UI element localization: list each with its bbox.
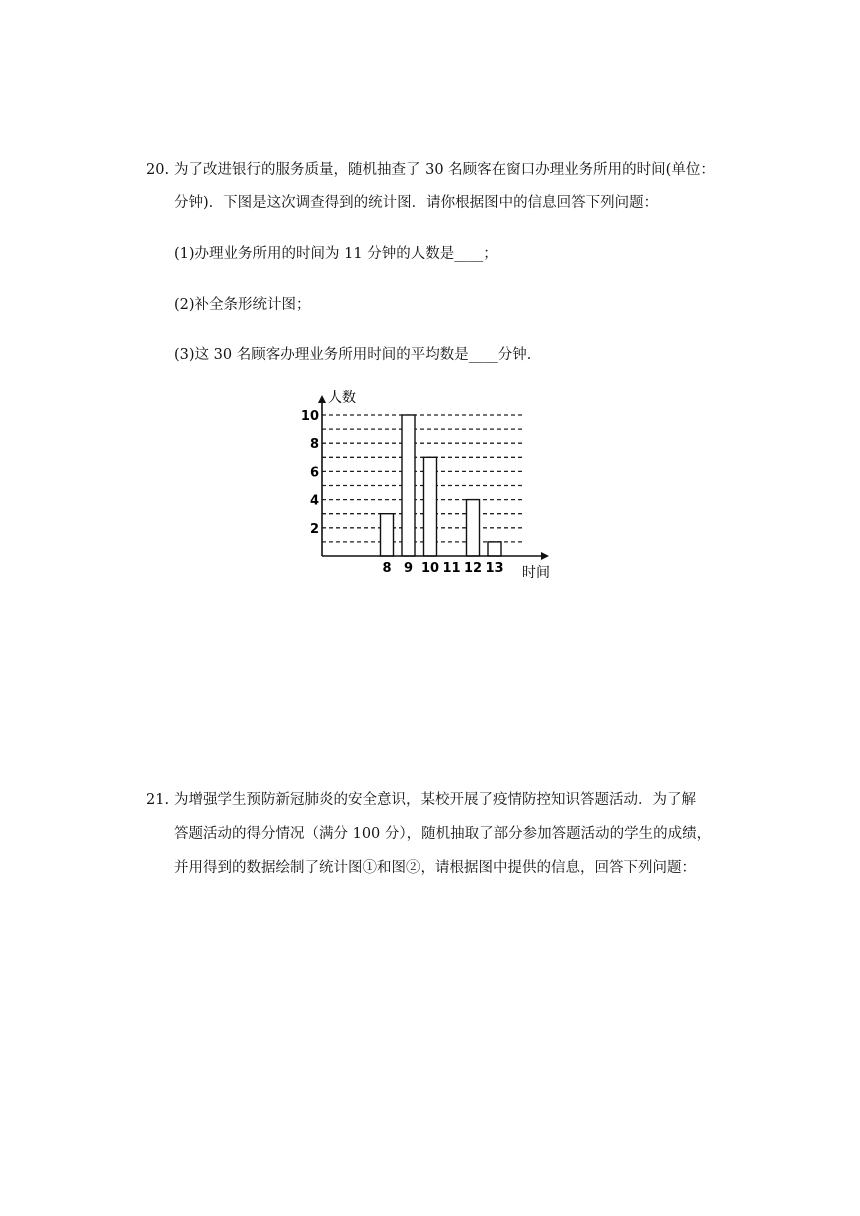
bar-chart (300, 385, 560, 585)
sub-question-2: (2)补全条形统计图； (174, 297, 311, 313)
bar-8 (381, 514, 394, 556)
question-number: 20. (146, 162, 170, 178)
gridlines (322, 415, 522, 542)
question-text-line: 答题活动的得分情况（满分 100 分），随机抽取了部分参加答题活动的学生的成绩， (174, 826, 712, 842)
y-tick-label: 10 (300, 409, 319, 424)
y-tick-label: 4 (309, 493, 319, 509)
question-text-line: 并用得到的数据绘制了统计图①和图②，请根据图中提供的信息，回答下列问题： (174, 860, 696, 876)
question-text-line: 为了改进银行的服务质量，随机抽查了 30 名顾客在窗口办理业务所用的时间(单位： (174, 162, 715, 178)
y-tick-label: 2 (309, 521, 319, 537)
y-tick-label: 6 (309, 465, 319, 481)
bar-13 (488, 542, 501, 556)
question-text-line: 分钟)．下图是这次调查得到的统计图．请你根据图中的信息回答下列问题： (174, 195, 659, 211)
bar-10 (424, 457, 437, 556)
x-axis-label: 时间 (522, 565, 550, 581)
sub-question-3: (3)这 30 名顾客办理业务所用时间的平均数是____分钟． (174, 347, 542, 363)
y-axis-arrow (318, 395, 326, 403)
x-tick-label: 13 (485, 561, 504, 576)
x-axis-arrow (541, 552, 549, 560)
question-text-line: 为增强学生预防新冠肺炎的安全意识，某校开展了疫情防控知识答题活动．为了解 (174, 792, 696, 808)
bar-12 (467, 500, 480, 556)
x-tick-labels (382, 561, 503, 576)
y-tick-labels (301, 409, 319, 537)
x-tick-label: 9 (403, 561, 414, 576)
x-tick-label: 12 (463, 561, 483, 576)
y-tick-label: 8 (309, 437, 319, 453)
x-tick-label: 11 (442, 561, 461, 576)
x-tick-label: 8 (382, 561, 392, 576)
question-number: 21. (146, 792, 170, 808)
y-axis-label: 人数 (328, 390, 356, 406)
bar-9 (402, 415, 415, 556)
bars (381, 415, 502, 556)
x-tick-label: 10 (420, 561, 440, 576)
sub-question-1: (1)办理业务所用的时间为 11 分钟的人数是____； (174, 246, 498, 262)
